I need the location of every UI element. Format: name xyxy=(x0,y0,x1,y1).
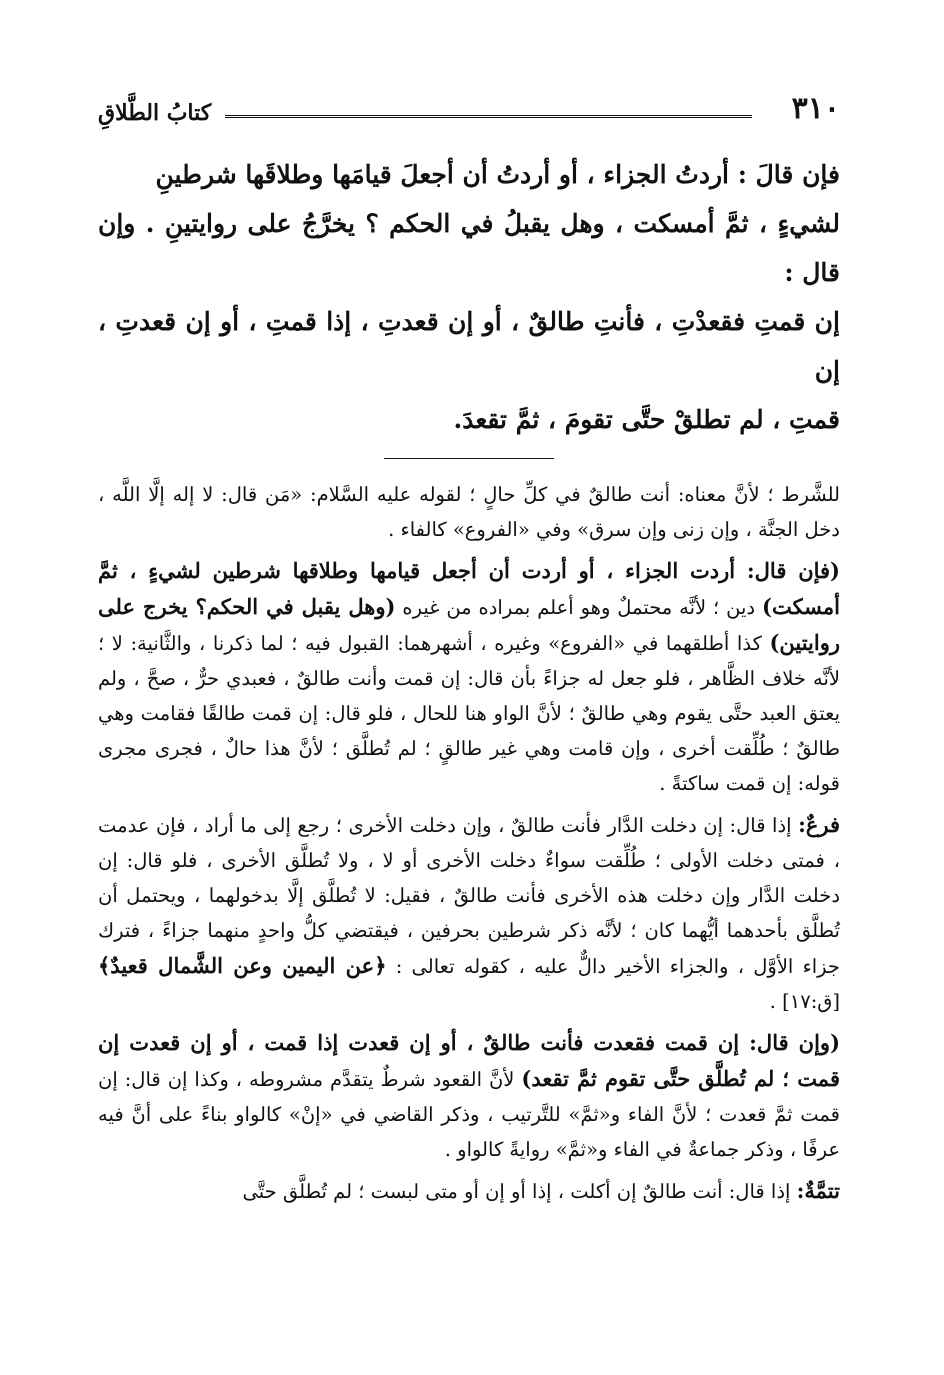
quoted-matn: (وهل يقبل في الحكم؟ يخرج على روايتين) xyxy=(98,594,840,655)
sharh-text-run: كذا أطلقهما في «الفروع» وغيره ، أشهرهما: القبول فيه ؛ لما ذكرنا ، والثَّانية: لا ؛ لأنَّه خلاف الظَّاهر ، فلو جعل له جزاءً بأن قال: إن قمت وأنت طالقٌ ، فعبدي حرٌّ ، صحَّ ، ولم يعتق العبد حتَّى يقوم وهي طالقٌ ؛ لأنَّ الواو هنا للحال ، فلو قال: إن قمت طالقًا فقامت وهي طالقٌ ؛ طُلِّقت أخرى ، وإن قامت وهي غير طالقٍ ؛ لم تُطلَّق ؛ لأنَّ هذا حالٌ ، فجرى مجرى قوله: إن قمت ساكتةً . xyxy=(98,632,840,795)
matn-line: فإن قالَ : أردتُ الجزاء ، أو أردتُ أن أجعلَ قيامَها وطلاقَها شرطينِ xyxy=(155,160,840,189)
sharh-text-run: إذا قال: أنت طالقٌ إن أكلت ، إذا أو إن أو متى لبست ؛ لم تُطلَّق حتَّى xyxy=(242,1180,797,1203)
page-number: ٣١٠ xyxy=(791,91,840,126)
matn-text xyxy=(98,150,840,444)
sharh-paragraph xyxy=(98,1173,840,1209)
sharh-text xyxy=(98,477,840,1209)
section-lead: تتمَّةٌ: xyxy=(796,1178,840,1203)
section-divider xyxy=(384,458,554,459)
quoted-matn: (فإن قال: أردت الجزاء ، أو أردت أن أجعل قيامها وطلاقها شرطين لشيءٍ ، ثمَّ أمسكت) xyxy=(98,558,841,619)
sharh-paragraph xyxy=(98,807,840,1019)
matn-line: إن قمتِ فقعدْتِ ، فأنتِ طالقٌ ، أو إن قعدتِ ، إذا قمتِ ، أو إن قعدتِ ، إن xyxy=(98,307,840,385)
sharh-text-run: [ق:١٧] . xyxy=(769,990,840,1013)
sharh-text-run: للشَّرط ؛ لأنَّ معناه: أنت طالقٌ في كلِّ حالٍ ؛ لقوله عليه السَّلام: «مَن قال: لا إله إلَّا اللَّه ، دخل الجنَّة ، وإن زنى وإن سرق» وفي «الفروع» كالفاء . xyxy=(98,483,840,541)
sharh-paragraph xyxy=(98,1025,840,1167)
sharh-paragraph xyxy=(98,477,840,547)
section-lead: فرعٌ: xyxy=(798,812,840,837)
quran-quote: ﴿عن اليمين وعن الشَّمال قعيدٌ﴾ xyxy=(98,953,387,978)
quoted-matn: (وإن قال: إن قمت فقعدت فأنت طالقٌ ، أو إن قعدت إذا قمت ، أو إن قعدت إن قمت ؛ لم تُطلَّق حتَّى تقوم ثمَّ تقعد) xyxy=(98,1030,840,1091)
sharh-paragraph xyxy=(98,553,840,801)
running-title: كتابُ الطَّلاقِ xyxy=(98,100,212,126)
matn-line: لشيءٍ ، ثمَّ أمسكت ، وهل يقبلُ في الحكم ؟ يخرَّجُ على روايتينِ . وإن قال : xyxy=(98,209,840,287)
sharh-text-run: إذا قال: إن دخلت الدَّار فأنت طالقٌ ، وإن دخلت الأخرى ؛ رجع إلى ما أراد ، فإن عدمت ، فمتى دخلت الأولى ؛ طُلِّقت سواءٌ دخلت الأخرى أو لا ، ولا تُطلَّق الأخرى ، فلو قال: إن دخلت الدَّار وإن دخلت هذه الأخرى فأنت طالقٌ ، فقيل: لا تُطلَّق إلَّا بدخولهما ، ويحتمل أن تُطلَّق بأحدهما أيُّهما كان ؛ لأنَّه ذكر شرطين بحرفين ، فيقتضي كلُّ واحدٍ منهما جزاءً ، فترك جزاء الأوَّل ، والجزاء الأخير دالٌّ عليه ، كقوله تعالى : xyxy=(98,814,840,978)
sharh-text-run: دين ؛ لأنَّه محتملٌ وهو أعلم بمراده من غيره xyxy=(395,596,763,619)
page-header xyxy=(98,80,840,124)
sharh-text-run: لأنَّ القعود شرطٌ يتقدَّم مشروطه ، وكذا إن قال: إن قمت ثمَّ قعدت ؛ لأنَّ الفاء و«ثمَّ» للتَّرتيب ، وذكر القاضي في «إنْ» كالواو بناءً على أنَّ فيه عرفًا ، وذكر جماعةٌ في الفاء و«ثمَّ» روايةً كالواو . xyxy=(98,1068,840,1161)
header-rule xyxy=(225,115,751,118)
matn-line: قمتِ ، لم تطلقْ حتَّى تقومَ ، ثمَّ تقعدَ. xyxy=(453,405,840,434)
